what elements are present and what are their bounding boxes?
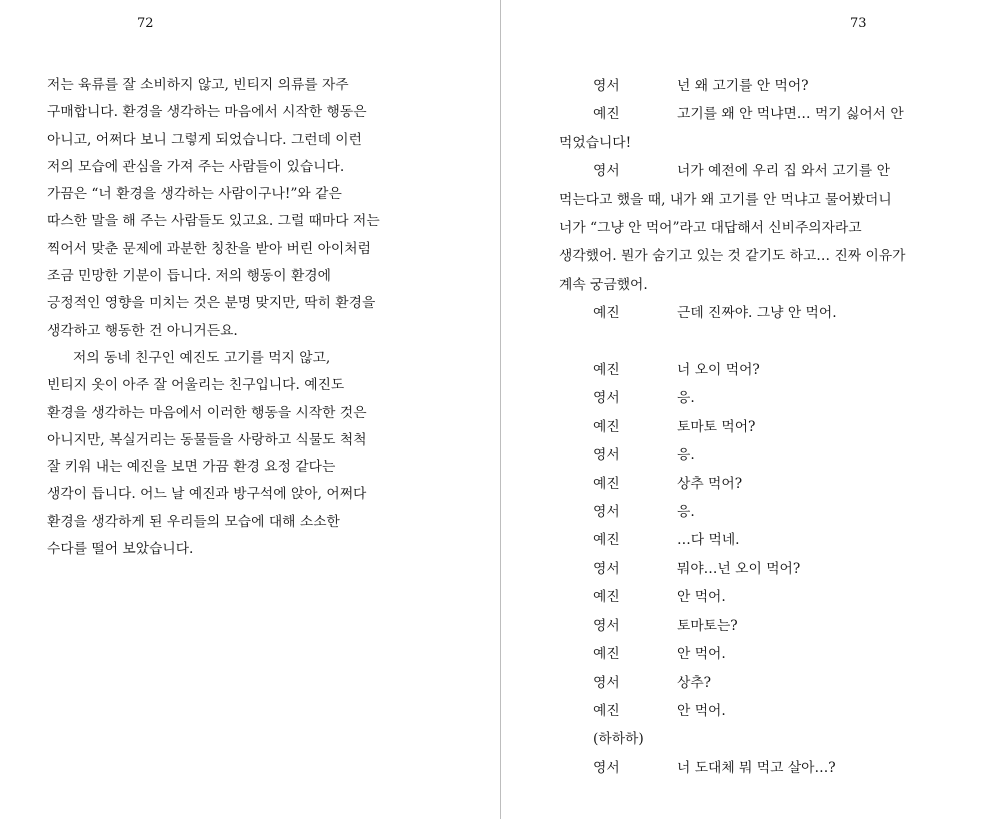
dialogue-line — [559, 583, 989, 611]
stage-direction: (하하하) — [593, 731, 644, 748]
dialogue-text: 고기를 왜 안 먹냐면… 먹기 싫어서 안 — [677, 106, 904, 123]
speaker-name: 예진 — [593, 589, 620, 606]
dialogue-text: 안 먹어. — [677, 646, 726, 663]
text-line: 구매합니다. 환경을 생각하는 마음에서 시작한 행동은 — [47, 104, 367, 121]
section-gap — [559, 328, 989, 356]
text-line: 따스한 말을 해 주는 사람들도 있고요. 그럴 때마다 저는 — [47, 213, 380, 230]
speaker-name: 예진 — [593, 646, 620, 663]
dialogue-text: 상추 먹어? — [677, 475, 743, 492]
dialogue-text: 상추? — [677, 674, 712, 691]
dialogue-text: 너 오이 먹어? — [677, 362, 760, 379]
text-line: 잘 키워 내는 예진을 보면 가끔 환경 요정 같다는 — [47, 459, 336, 476]
dialogue-line — [559, 754, 989, 782]
right-page — [501, 0, 1000, 819]
text-line: 환경을 생각하는 마음에서 이러한 행동을 시작한 것은 — [47, 404, 367, 421]
speaker-name: 예진 — [593, 702, 620, 719]
speaker-name: 예진 — [593, 475, 620, 492]
speaker-name: 영서 — [593, 447, 620, 464]
text-line: 찍어서 맞춘 문제에 과분한 칭찬을 받아 버린 아이처럼 — [47, 240, 371, 257]
dialogue-line — [559, 669, 989, 697]
left-page-body — [47, 72, 457, 563]
dialogue-text: …다 먹네. — [677, 532, 740, 549]
dialogue-line — [559, 299, 989, 327]
dialogue-block — [559, 72, 989, 782]
speaker-name: 예진 — [593, 305, 620, 322]
dialogue-continuation: 먹는다고 했을 때, 내가 왜 고기를 안 먹냐고 물어봤더니 — [559, 191, 892, 208]
dialogue-continuation: 생각했어. 뭔가 숨기고 있는 것 같기도 하고… 진짜 이유가 — [559, 248, 906, 265]
dialogue-text: 너 도대체 뭐 먹고 살아…? — [677, 759, 836, 776]
paragraph-1 — [47, 72, 457, 345]
dialogue-line — [559, 413, 989, 441]
dialogue-line — [559, 72, 989, 100]
page-number-left: 72 — [137, 16, 154, 31]
speaker-name: 영서 — [593, 617, 620, 634]
speaker-name: 영서 — [593, 674, 620, 691]
text-line: 환경을 생각하게 된 우리들의 모습에 대해 소소한 — [47, 513, 340, 530]
dialogue-line — [559, 384, 989, 412]
text-line: 아니지만, 복실거리는 동물들을 사랑하고 식물도 척척 — [47, 431, 367, 448]
text-line: 빈티지 옷이 아주 잘 어울리는 친구입니다. 예진도 — [47, 377, 345, 394]
dialogue-line — [559, 640, 989, 668]
text-line: 아니고, 어쩌다 보니 그렇게 되었습니다. 그런데 이런 — [47, 131, 362, 148]
text-line: 저의 동네 친구인 예진도 고기를 먹지 않고, — [73, 349, 331, 366]
dialogue-line — [559, 470, 989, 498]
dialogue-text: 너가 예전에 우리 집 와서 고기를 안 — [677, 163, 890, 180]
speaker-name: 영서 — [593, 560, 620, 577]
speaker-name: 영서 — [593, 78, 620, 94]
dialogue-line — [559, 441, 989, 469]
text-line: 긍정적인 영향을 미치는 것은 분명 맞지만, 딱히 환경을 — [47, 295, 376, 312]
dialogue-line — [559, 526, 989, 554]
dialogue-text: 응. — [677, 504, 695, 521]
speaker-name: 영서 — [593, 504, 620, 521]
speaker-name: 영서 — [593, 759, 620, 776]
dialogue-text: 넌 왜 고기를 안 먹어? — [677, 78, 809, 94]
dialogue-continuation: 너가 “그냥 안 먹어”라고 대답해서 신비주의자라고 — [559, 220, 862, 237]
dialogue-text: 뭐야…넌 오이 먹어? — [677, 560, 801, 577]
dialogue-line — [559, 356, 989, 384]
speaker-name: 예진 — [593, 362, 620, 379]
speaker-name: 영서 — [593, 390, 620, 407]
dialogue-line — [559, 555, 989, 583]
dialogue-text: 토마토는? — [677, 617, 738, 634]
dialogue-line — [559, 100, 989, 128]
text-line: 저의 모습에 관심을 가져 주는 사람들이 있습니다. — [47, 158, 345, 175]
text-line: 조금 민망한 기분이 듭니다. 저의 행동이 환경에 — [47, 268, 331, 285]
dialogue-continuation: 먹었습니다! — [559, 134, 632, 151]
speaker-name: 영서 — [593, 163, 620, 180]
page-number-right: 73 — [850, 16, 867, 31]
dialogue-text: 근데 진짜야. 그냥 안 먹어. — [677, 305, 837, 322]
dialogue-text: 안 먹어. — [677, 589, 726, 606]
text-line: 생각하고 행동한 건 아니거든요. — [47, 322, 238, 339]
speaker-name: 예진 — [593, 532, 620, 549]
dialogue-line — [559, 498, 989, 526]
text-line: 생각이 듭니다. 어느 날 예진과 방구석에 앉아, 어쩌다 — [47, 486, 367, 503]
dialogue-text: 안 먹어. — [677, 702, 726, 719]
text-line: 수다를 떨어 보았습니다. — [47, 541, 194, 558]
speaker-name: 예진 — [593, 106, 620, 123]
dialogue-text: 응. — [677, 390, 695, 407]
dialogue-line — [559, 697, 989, 725]
text-line: 가끔은 “너 환경을 생각하는 사람이구나!”와 같은 — [47, 186, 342, 203]
dialogue-line — [559, 157, 989, 185]
text-line: 저는 육류를 잘 소비하지 않고, 빈티지 의류를 자주 — [47, 77, 349, 93]
dialogue-continuation: 계속 궁금했어. — [559, 276, 648, 293]
dialogue-text: 토마토 먹어? — [677, 418, 756, 435]
dialogue-line — [559, 612, 989, 640]
paragraph-2 — [47, 345, 457, 563]
dialogue-text: 응. — [677, 447, 695, 464]
speaker-name: 예진 — [593, 418, 620, 435]
